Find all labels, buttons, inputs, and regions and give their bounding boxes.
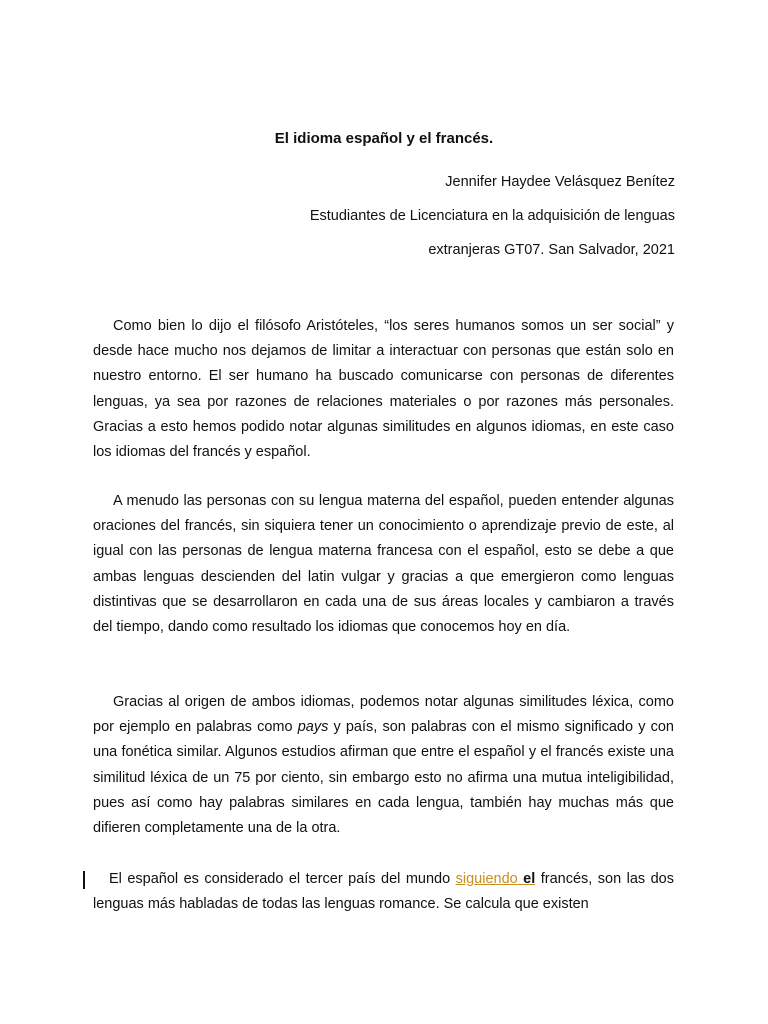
paragraph-1: Como bien lo dijo el filósofo Aristóteles, “los seres humanos somos un ser social” y desde hace mucho nos dejamos de limitar a interactuar con personas que están solo en nuestro entorno. El ser humano ha buscado comunicarse con personas de diferentes lenguas, ya sea por razones de relaciones materiales o por razones más personales. Gracias a esto hemos podido notar algunas similitudes en algunos idiomas, en este caso los idiomas del francés y español. bbox=[93, 318, 674, 461]
paragraph-4[interactable] bbox=[93, 867, 674, 917]
author-name: Jennifer Haydee Velásquez Benítez bbox=[445, 174, 675, 190]
text-cursor bbox=[83, 871, 85, 889]
paragraph-2: A menudo las personas con su lengua materna del español, pueden entender algunas oraciones del francés, sin siquiera tener un conocimiento o aprendizaje previo de este, al igual con las personas de lengua materna francesa con el español, esto se debe a que ambas lenguas descienden del latin vulgar y gracias a que emergieron como lenguas distintivas que se desarrollaron en cada una de sus áreas locales y cambiaron a través del tiempo, dando como resultado los idiomas que conocemos hoy en día. bbox=[93, 493, 674, 636]
spellcheck-flagged-word[interactable]: siguiendo bbox=[455, 871, 524, 887]
paragraph-4-text-b: francés, son las dos lenguas más habladas de todas las lenguas romance. Se calcula que existen bbox=[93, 871, 674, 913]
paragraph-3-text-b: y país, son palabras con el mismo significado y con una fonética similar. Algunos estudios afirman que entre el español y el francés existe una similitud léxica de un 75 por ciento, sin embargo esto no afirma una mutua inteligibilidad, pues así como hay palabras similares en cada lengua, también hay muchas más que difieren completamente una de la otra. bbox=[93, 719, 674, 837]
spellcheck-flagged-bold-word[interactable]: el bbox=[523, 871, 536, 887]
paragraph-4-text-a: El español es considerado el tercer país del mundo bbox=[109, 871, 456, 887]
paragraph-3 bbox=[93, 690, 674, 841]
affiliation-line-2: extranjeras GT07. San Salvador, 2021 bbox=[428, 242, 675, 258]
italic-word-pays: pays bbox=[297, 719, 329, 736]
document-title: El idioma español y el francés. bbox=[274, 130, 494, 147]
affiliation-line-1: Estudiantes de Licenciatura en la adquisición de lenguas bbox=[309, 208, 675, 224]
paragraph-3-text-a: Gracias al origen de ambos idiomas, podemos notar algunas similitudes léxica, como por ejemplo en palabras como bbox=[93, 694, 674, 736]
